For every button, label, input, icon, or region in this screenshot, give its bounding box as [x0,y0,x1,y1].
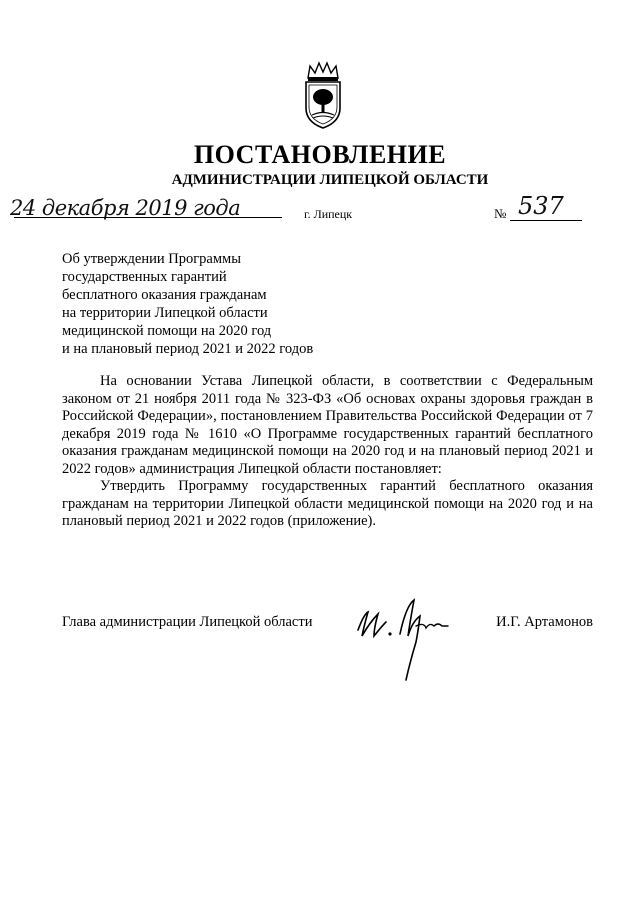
signatory-position: Глава администрации Липецкой области [62,614,313,630]
handwritten-number: 537 [518,192,564,220]
document-subtitle: АДМИНИСТРАЦИИ ЛИПЕЦКОЙ ОБЛАСТИ [171,172,489,188]
subject-line: государственных гарантий [62,269,227,285]
body-paragraph: Утвердить Программу государственных гарантий бесплатного оказания гражданам на территории Липецкой области медицинской помощи на 2020 год и на плановый период 2021 и 2022 годов (приложение). [62,478,593,529]
coat-of-arms-icon [298,60,348,130]
city-label: г. Липецк [304,207,353,221]
signatory-name: И.Г. Артамонов [496,614,593,630]
subject-line: Об утверждении Программы [62,251,241,267]
document-title: ПОСТАНОВЛЕНИЕ [193,140,447,169]
subject-line: бесплатного оказания гражданам [62,287,267,303]
body-paragraph: На основании Устава Липецкой области, в соответствии с Федеральным законом от 21 ноября 2011 года № 323-ФЗ «Об основах охраны здоровья граждан в Российской Федерации», постановлением Правительства Российской Федерации от 7 декабря 2019 года № 1610 «О Программе государственных гарантий бесплатного оказания гражданам медицинской помощи на 2020 год и на плановый период 2021 и 2022 годов» администрация Липецкой области постановляет: [62,373,593,477]
number-sign: № [494,206,507,221]
subject-line: медицинской помощи на 2020 год [62,323,272,339]
document-subject [62,250,313,358]
number-underline [510,220,582,221]
subject-line: и на плановый период 2021 и 2022 годов [62,341,314,357]
document-body [62,373,593,531]
handwritten-signature-icon [350,592,470,687]
date-underline [14,217,282,218]
handwritten-date: 24 декабря 2019 года [10,196,241,220]
subject-line: на территории Липецкой области [62,305,268,321]
